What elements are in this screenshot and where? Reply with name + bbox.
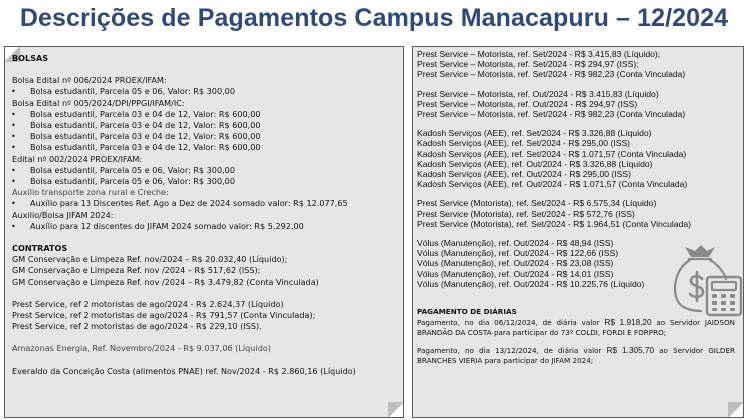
list-item: Vólus (Manutenção), ref. Out/2024 - R$ 23,08 (ISS) [417, 258, 614, 269]
list-item: Prest Service – Motorista, ref. Set/2024 - R$ 982,23 (Conta Vinculada) [417, 109, 686, 120]
list-item: Prest Service – Motorista, ref. Set/2024 - R$ 3.415,83 (Líquido); [417, 49, 661, 59]
right-panel [412, 46, 744, 418]
list-item: Prest Service (Motorista), ref. Set/2024 - R$ 572,76 (ISS) [417, 208, 635, 219]
list-item: • Bolsa estudantil, Parcela 05 e 06, Valor: R$ 300,00 [12, 176, 397, 187]
auxilio-jifam-title: Auxilio/Bolsa JIFAM 2024: [12, 209, 114, 220]
list-item: • Bolsa estudantil, Parcela 03 e 04 de 12, Valor: R$ 600,00 [12, 131, 397, 142]
list-item: Kadosh Serviços (AEE), ref. Out/2024 - R$ 1.071,57 (Conta Vinculada) [417, 179, 688, 190]
list-item: GM Conservação e Limpeza Ref. nov /2024 – R$ 3.479,82 (Conta Vinculada) [12, 276, 319, 287]
list-item: Vólus (Manutenção), ref. Out/2024 - R$ 14,01 (ISS) [417, 268, 614, 279]
page-title: Descrições de Pagamentos Campus Manacapuru – 12/2024 [19, 4, 729, 32]
list-item: Prest Service – Motorista, ref. Out/2024 - R$ 294,97 (ISS) [417, 98, 638, 109]
list-item: Prest Service (Motorista), ref. Set/2024 - R$ 6.575,34 (Líquido) [417, 198, 657, 209]
list-item: Prest Service, ref 2 motoristas de ago/2024 - R$ 2.624,37 (Líquido) [12, 298, 284, 309]
list-item: Prest Service – Motorista, ref. Set/2024 - R$ 294,97 (ISS); [417, 59, 639, 70]
list-item: • Bolsa estudantil, Parcela 03 e 04 de 12, Valor: R$ 600,00 [12, 109, 397, 120]
left-panel [4, 46, 404, 418]
edital-002-title: Edital nº 002/2024 PROEX/IFAM: [12, 153, 143, 164]
money-bag-calculator-icon [669, 243, 744, 317]
bolsas-heading: BOLSAS [12, 53, 49, 63]
list-item: • Bolsa estudantil, Parcela 05 e 06, Valor: R$ 300,00 [12, 165, 397, 176]
edital-005-title: Bolsa Edital nº 005/2024/DPI/PPGI/IFAM/IC: [12, 97, 185, 108]
list-item: GM Conservação e Limpeza Ref. nov /2024 – R$ 517,62 (ISS); [12, 265, 261, 276]
list-item: Kadosh Serviços (AEE), ref. Set/2024 - R$ 295,00 (ISS) [417, 138, 631, 149]
list-item: • Bolsa estudantil, Parcela 03 e 04 de 12, Valor: R$ 600,00 [12, 142, 397, 153]
list-item: Vólus (Manutenção), ref. Out/2024 - R$ 122,66 (ISS) [417, 248, 619, 259]
list-item: Prest Service – Motorista, ref. Set/2024 - R$ 982,23 (Conta Vinculada) [417, 69, 686, 80]
list-item: Kadosh Serviços (AEE), ref. Set/2024 - R$ 3.326,88 (Líquido) [417, 128, 652, 139]
list-item: Vólus (Manutenção), ref. Out/2024 - R$ 10.225,76 (Líquido) [417, 278, 645, 289]
list-item: • Bolsa estudantil, Parcela 03 e 04 de 12, Valor: R$ 600,00 [12, 120, 397, 131]
auxilio-transporte-title: Auxilio transporte zona rural e Creche: [12, 187, 169, 198]
list-item: Prest Service (Motorista), ref. Set/2024 - R$ 1.964,51 (Conta Vinculada) [417, 218, 692, 229]
amazonas-energia-line: Amazonas Energia, Ref. Novembro/2024 - R$ 9.037,06 (Líquido) [12, 343, 271, 354]
diaria-paragraph-2: Pagamento, no dia 13/12/2024, de diária valor R$ 1.305,70 ao Servidor GILDER BRANCHES VIERIA para participar do JIFAM 2024; [417, 345, 735, 365]
list-item: • Auxílio para 12 discentes do JIFAM 2024 somado valor: R$ 5.292,00 [12, 221, 397, 232]
diaria-paragraph-1: Pagamento, no dia 06/12/2024, de diária valor R$ 1.918,20 ao Servidor JAIDSON BRANDÃO DA COSTA para participar do 73º COLDI, FORDI E FORPRO; [417, 317, 736, 337]
contratos-heading: CONTRATOS [12, 243, 68, 254]
list-item: Prest Service, ref 2 motoristas de ago/2024 - R$ 791,57 (Conta Vinculada); [12, 310, 316, 321]
list-item: GM Conservação e Limpeza Ref. nov/2024 – R$ 20.032,40 (Líquido); [12, 254, 288, 265]
list-item: Prest Service, ref 2 motoristas de ago/2024 - R$ 229,10 (ISS). [12, 321, 262, 332]
list-item: Kadosh Serviços (AEE), ref. Out/2024 - R$ 295,00 (ISS) [417, 169, 631, 180]
everaldo-line: Everaldo da Conceição Costa (alimentos PNAE) ref. Nov/2024 - R$ 2.860,16 (Líquido) [12, 365, 356, 376]
list-item: Prest Service – Motorista, ref. Out/2024 - R$ 3.415,83 (Líquido) [417, 88, 659, 99]
list-item: • Auxílio para 13 Discentes Ref. Ago a Dez de 2024 somado valor: R$ 12.077,65 [12, 198, 397, 209]
diarias-heading: PAGAMENTO DE DIÁRIAS [417, 307, 517, 316]
list-item: Kadosh Serviços (AEE), ref. Out/2024 - R$ 3.326,88 (Líquido) [417, 158, 653, 169]
edital-006-title: Bolsa Edital nº 006/2024 PROEX/IFAM: [12, 75, 167, 86]
list-item: • Bolsa estudantil, Parcela 05 e 06, Valor: R$ 300,00 [12, 86, 397, 97]
list-item: Vólus (Manutenção), ref. Out/2024 - R$ 48,94 (ISS) [417, 238, 614, 249]
list-item: Kadosh Serviços (AEE), ref. Set/2024 - R$ 1.071,57 (Conta Vinculada) [417, 148, 687, 159]
